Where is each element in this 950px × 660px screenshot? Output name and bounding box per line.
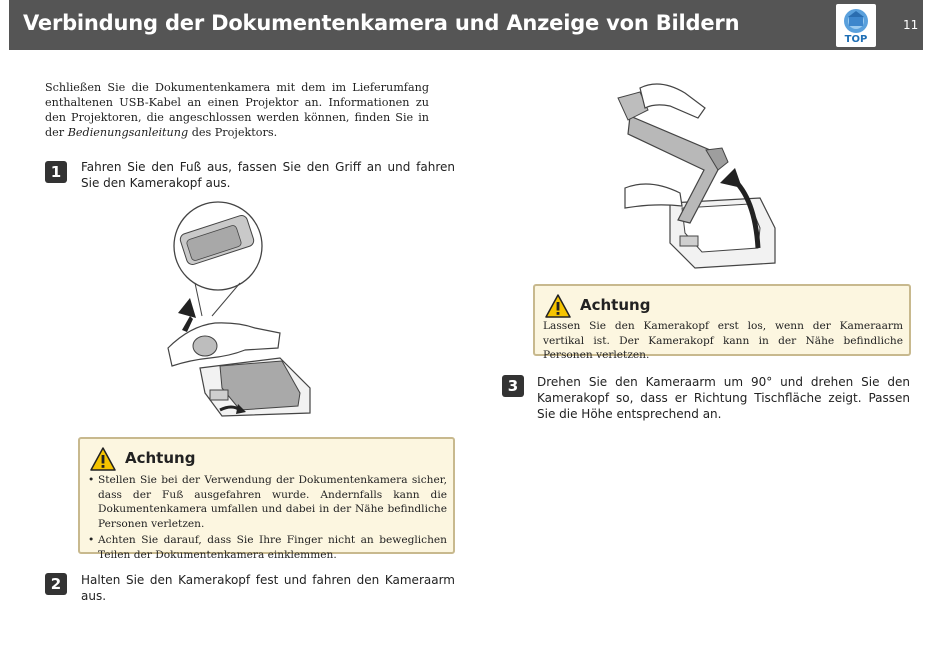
step-number-3: 3 [502,375,524,397]
page-number: 11 [903,18,919,32]
caution-box-left [78,437,455,561]
step-number-1: 1 [45,161,67,183]
caution-body-right: Lassen Sie den Kamerakopf erst los, wenn der Kameraarm vertikal ist. Der Kamerakopf kann in der Nähe befindliche Personen verletzen. [543,320,903,361]
intro-text-after: des Projektors. [188,126,278,139]
warning-icon [545,294,571,318]
page-title: Verbindung der Dokumentenkamera und Anzeige von Bildern [23,11,740,35]
caution-item-1: • Stellen Sie bei der Verwendung der Dokumentenkamera sicher, dass der Fuß ausgefahren wurde. Andernfalls kann die Dokumentenkamera umfallen und dabei in der Nähe befindliche Personen verletzen. [88,473,447,531]
step-text-3: Drehen Sie den Kameraarm um 90° und drehen Sie den Kamerakopf so, dass er Richtung Tischfläche zeigt. Passen Sie die Höhe entsprechend an. [537,375,910,421]
caution-item-2: • Achten Sie darauf, dass Sie Ihre Finger nicht an beweglichen Teilen der Dokumentenkamera einklemmen. [88,533,447,562]
warning-icon [90,447,116,471]
manual-link[interactable]: Bedienungsanleitung [67,126,189,139]
step-text-1: Fahren Sie den Fuß aus, fassen Sie den Griff an und fahren Sie den Kamerakopf aus. [81,160,455,190]
caution-body-left [88,473,447,564]
top-button-label: TOP [844,34,868,45]
caution-title-right: Achtung [580,296,651,314]
top-button[interactable] [836,4,876,47]
intro-text-before: Schließen Sie die Dokumentenkamera mit dem im Lieferumfang enthaltenen USB-Kabel an einen Projektor an. Informationen zu den Projektoren, die angeschlossen werden können, finden Sie in der [45,81,429,139]
illustration-extend-foot [160,198,315,418]
home-icon [836,6,876,36]
illustration-raise-arm [610,78,780,273]
intro-paragraph [45,80,429,140]
caution-box-right [533,284,911,361]
step-text-2: Halten Sie den Kamerakopf fest und fahren den Kameraarm aus. [81,573,455,603]
caution-title-left: Achtung [125,449,196,467]
header-bar [9,0,923,50]
step-number-2: 2 [45,573,67,595]
